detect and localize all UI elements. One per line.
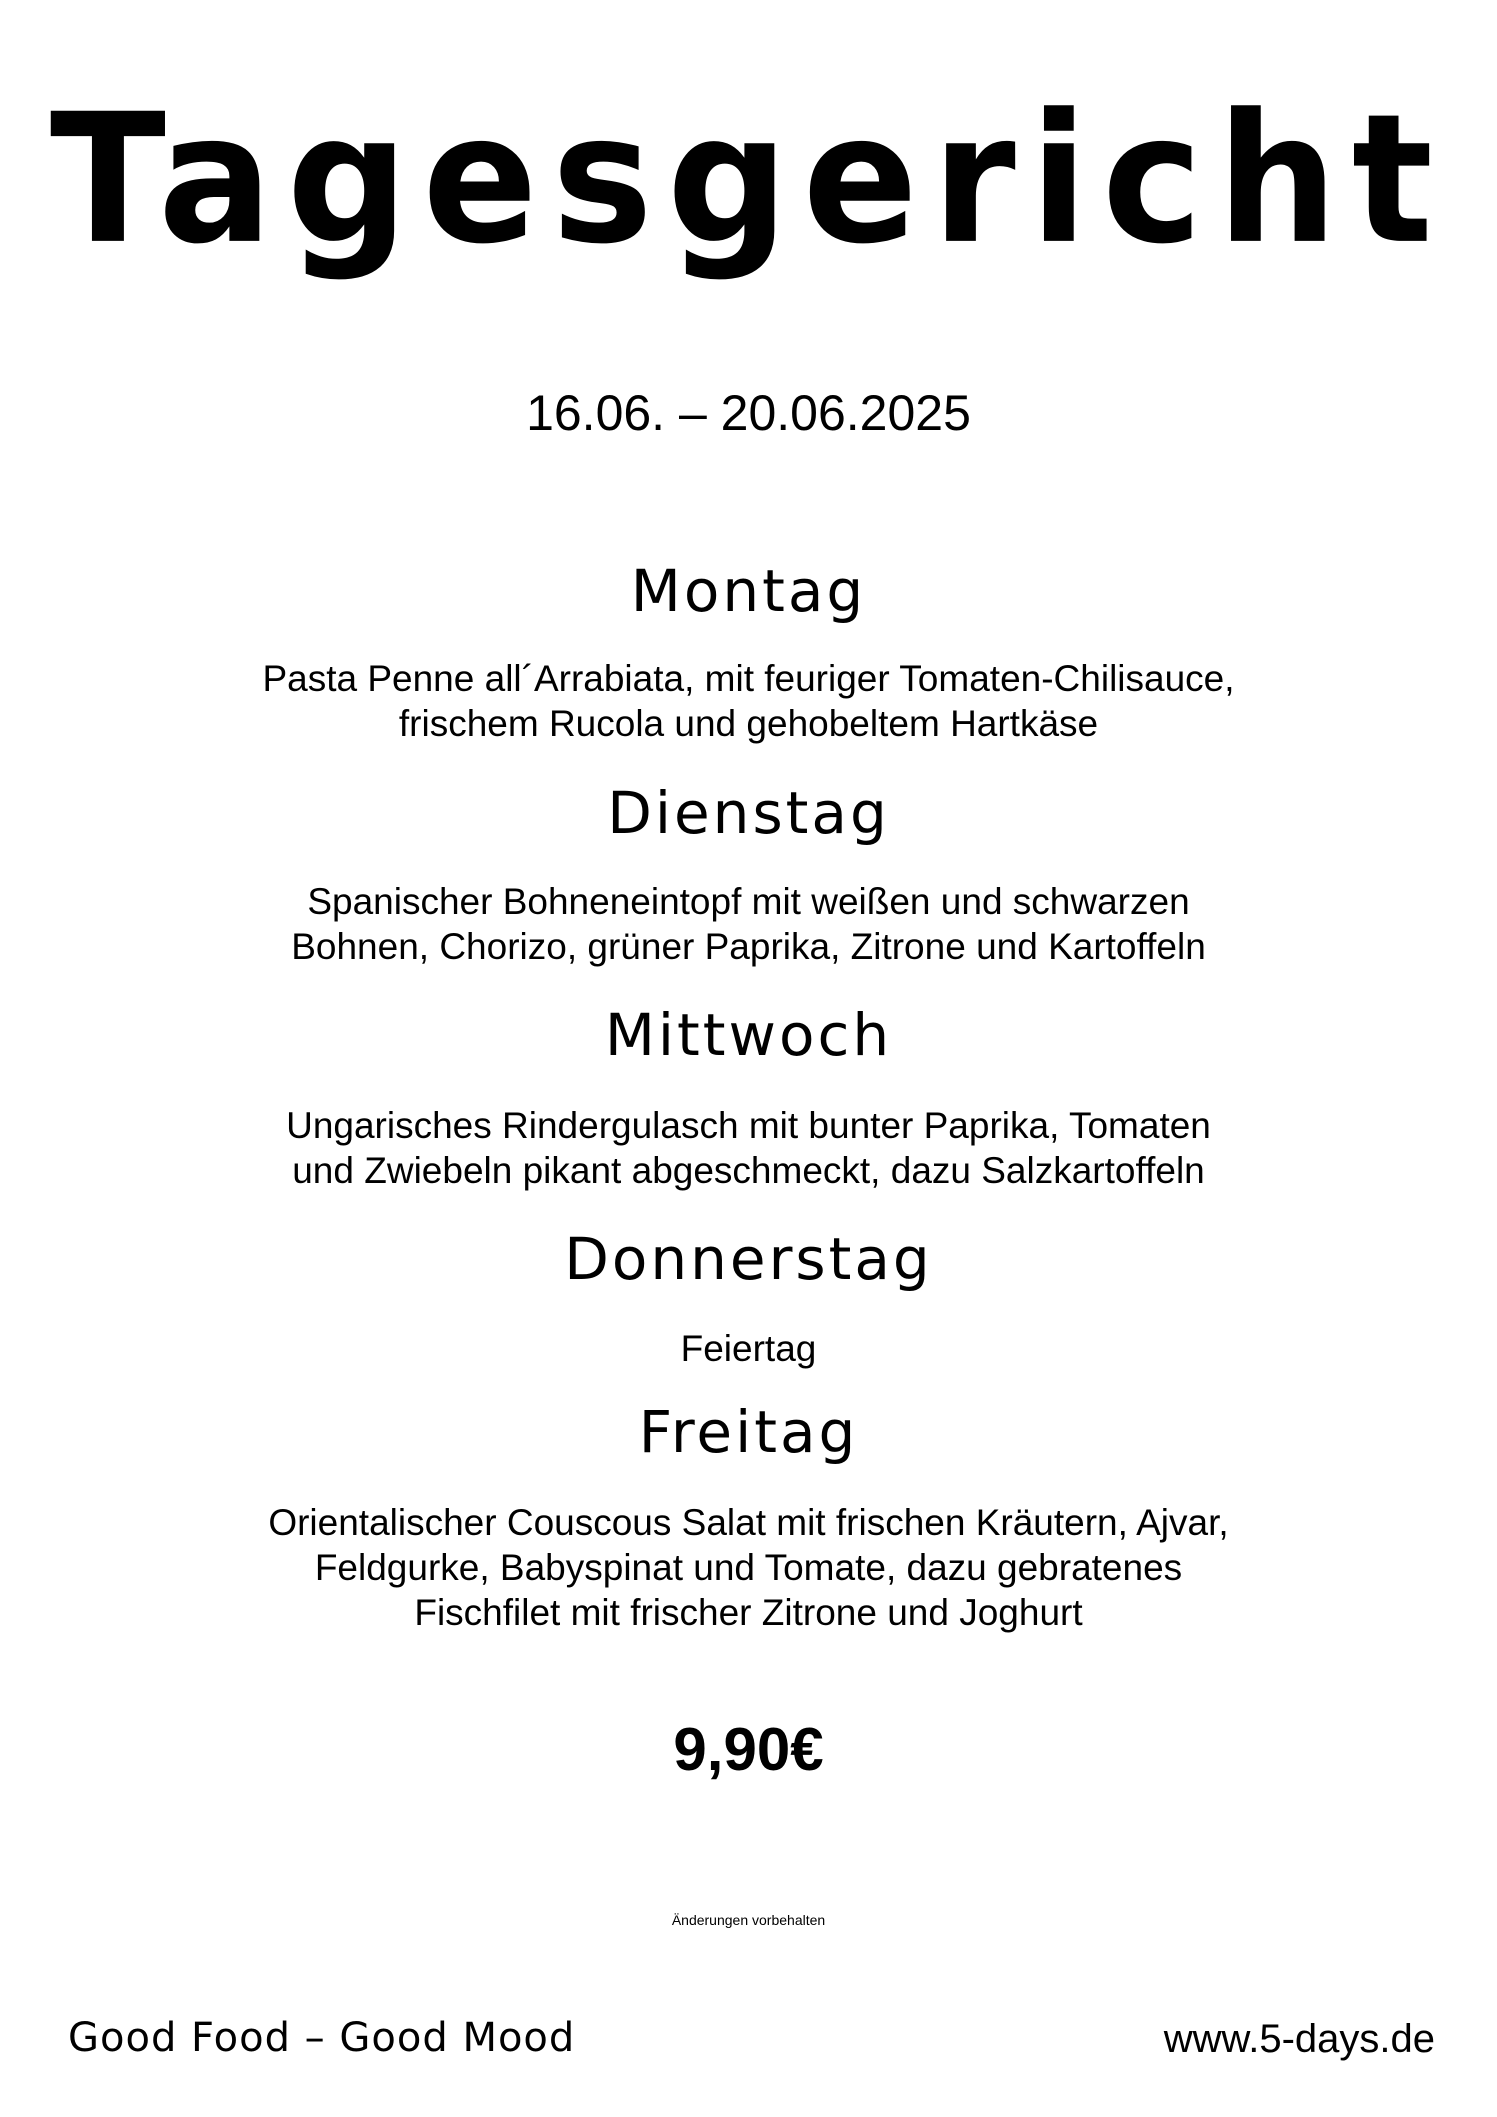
dish-line: Ungarisches Rindergulasch mit bunter Paprika, Tomaten — [286, 1105, 1211, 1146]
day-heading-montag: Montag — [630, 557, 867, 625]
footer-website: www.5-days.de — [1163, 2017, 1435, 2061]
dish-line: Bohnen, Chorizo, grüner Paprika, Zitrone und Kartoffeln — [291, 926, 1206, 967]
dish-line: Pasta Penne all´Arrabiata, mit feuriger Tomaten-Chilisauce, — [262, 658, 1235, 699]
price: 9,90€ — [673, 1716, 824, 1783]
date-range: 16.06. – 20.06.2025 — [526, 385, 971, 441]
disclaimer-note: Änderungen vorbehalten — [671, 1912, 826, 1928]
dish-line: Fischfilet mit frischer Zitrone und Joghurt — [414, 1592, 1083, 1633]
day-heading-donnerstag: Donnerstag — [564, 1225, 933, 1293]
dish-line: Feiertag — [680, 1328, 817, 1369]
dish-mittwoch — [0, 1103, 1497, 1193]
day-heading-freitag: Freitag — [638, 1398, 859, 1466]
dish-line: Orientalischer Couscous Salat mit frischen Kräutern, Ajvar, — [268, 1502, 1229, 1543]
footer-slogan: Good Food – Good Mood — [68, 2015, 576, 2061]
dish-line: frischem Rucola und gehobeltem Hartkäse — [398, 703, 1099, 744]
dish-line: und Zwiebeln pikant abgeschmeckt, dazu Salzkartoffeln — [292, 1150, 1205, 1191]
day-heading-dienstag: Dienstag — [607, 779, 890, 847]
dish-dienstag — [0, 879, 1497, 969]
dish-donnerstag — [0, 1326, 1497, 1371]
dish-freitag — [0, 1500, 1497, 1635]
page-title: Tagesgericht — [49, 76, 1448, 284]
dish-line: Feldgurke, Babyspinat und Tomate, dazu gebratenes — [314, 1547, 1183, 1588]
dish-montag — [0, 656, 1497, 746]
dish-line: Spanischer Bohneneintopf mit weißen und schwarzen — [307, 881, 1190, 922]
day-heading-mittwoch: Mittwoch — [604, 1001, 893, 1069]
